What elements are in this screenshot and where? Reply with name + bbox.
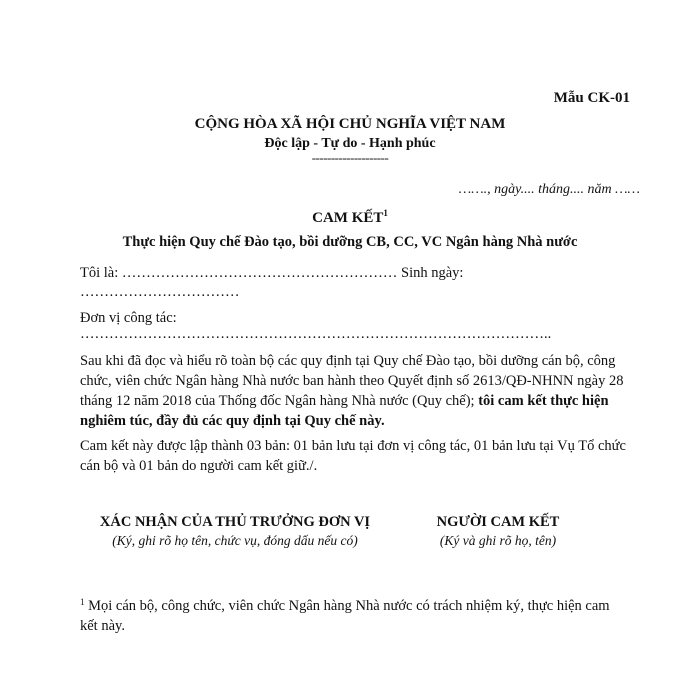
footnote-text: Mọi cán bộ, công chức, viên chức Ngân hàng Nhà nước có trách nhiệm ký, thực hiện cam kết này. (80, 598, 610, 634)
committer-signature-note: (Ký và ghi rõ họ, tên) (439, 533, 557, 548)
copies-paragraph: Cam kết này được lập thành 03 bản: 01 bản lưu tại đơn vị công tác, 01 bản lưu tại Vụ Tổ chức cán bộ và 01 bản do người cam kết giữ./. (80, 438, 626, 474)
unit-head-signature-note: (Ký, ghi rõ họ tên, chức vụ, đóng dấu nếu có) (112, 533, 358, 548)
footnote-mark: 1 (80, 597, 85, 607)
unit-label: Đơn vị công tác: (80, 310, 177, 326)
form-code: Mẫu CK-01 (553, 90, 630, 106)
commitment-statement: tôi cam kết thực hiện nghiêm túc, đầy đủ các quy định tại Quy chế này. (80, 393, 609, 429)
national-motto: Độc lập - Tự do - Hạnh phúc (264, 136, 436, 151)
motto-underline: -------------------- (311, 150, 389, 165)
commitment-paragraph (80, 351, 628, 431)
unit-head-signature-title: XÁC NHẬN CỦA THỦ TRƯỞNG ĐƠN VỊ (99, 514, 371, 530)
document-subtitle: Thực hiện Quy chế Đào tạo, bồi dưỡng CB, CC, VC Ngân hàng Nhà nước (122, 234, 578, 250)
name-birth-line: Tôi là: ………………………………………………… Sinh ngày: (80, 265, 464, 281)
place-date-line: ……., ngày.... tháng.... năm …… (458, 182, 640, 197)
unit-dots: …………………………………………………………………………………….. (80, 326, 552, 342)
unit-head-signature-block (80, 514, 390, 549)
title-footnote-mark: 1 (383, 208, 388, 218)
committer-signature-block (410, 514, 586, 549)
committer-signature-title: NGƯỜI CAM KẾT (436, 514, 560, 530)
footnote (80, 592, 628, 636)
commitment-paragraph-text: Sau khi đã đọc và hiểu rõ toàn bộ các quy định tại Quy chế Đào tạo, bồi dưỡng cán bộ, công chức, viên chức Ngân hàng Nhà nước ban hành theo Quyết định số 2613/QĐ-NHNN ngày 28 tháng 12 năm 2018 của Thống đốc Ngân hàng Nhà nước (Quy chế); (80, 353, 624, 409)
birthdate-dots: …………………………… (80, 284, 240, 300)
document-title (0, 208, 700, 227)
document-title-text: CAM KẾT (312, 210, 384, 226)
national-title: CỘNG HÒA XÃ HỘI CHỦ NGHĨA VIỆT NAM (194, 116, 506, 132)
